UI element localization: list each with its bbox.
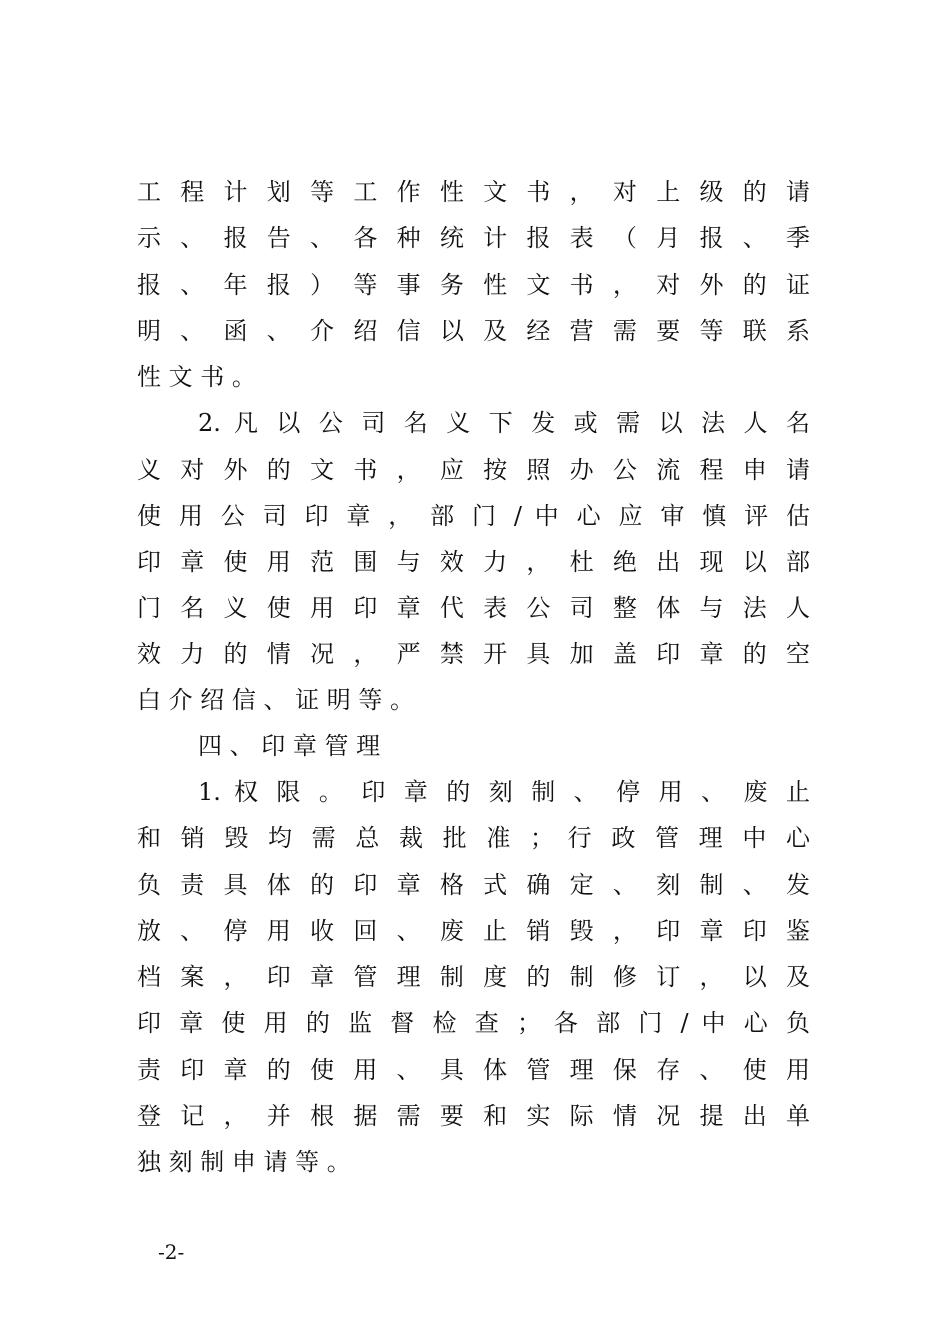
paragraph-3-line-4: 放 、 停 用 收 回 、 废 止 销 毁 ， 印 章 印 鉴 bbox=[137, 917, 810, 945]
paragraph-3-line-7: 责 印 章 的 使 用 、 具 体 管 理 保 存 、 使 用 bbox=[137, 1056, 810, 1084]
paragraph-2-line-7: 白 介 绍 信 、 证 明 等 。 bbox=[137, 686, 415, 714]
paragraph-3-line-6: 印 章 使 用 的 监 督 检 查 ； 各 部 门 / 中 心 负 bbox=[137, 1009, 810, 1037]
paragraph-3-line-9: 独 刻 制 申 请 等 。 bbox=[137, 1148, 351, 1176]
paragraph-3-line-1: 1. 权 限 。 印 章 的 刻 制 、 停 用 、 废 止 bbox=[198, 778, 810, 806]
paragraph-2-line-5: 门 名 义 使 用 印 章 代 表 公 司 整 体 与 法 人 bbox=[137, 594, 810, 622]
paragraph-1-line-1: 工 程 计 划 等 工 作 性 文 书 ， 对 上 级 的 请 bbox=[137, 178, 810, 206]
paragraph-3-line-3: 负 责 具 体 的 印 章 格 式 确 定 、 刻 制 、 发 bbox=[137, 871, 810, 899]
paragraph-1-line-4: 明 、 函 、 介 绍 信 以 及 经 营 需 要 等 联 系 bbox=[137, 317, 810, 345]
paragraph-3-line-8: 登 记 ， 并 根 据 需 要 和 实 际 情 况 提 出 单 bbox=[137, 1102, 810, 1130]
paragraph-1-line-2: 示 、 报 告 、 各 种 统 计 报 表 （ 月 报 、 季 bbox=[137, 224, 810, 252]
paragraph-1-line-3: 报 、 年 报 ） 等 事 务 性 文 书 ， 对 外 的 证 bbox=[137, 271, 810, 299]
paragraph-2-line-3: 使 用 公 司 印 章 ， 部 门 / 中 心 应 审 慎 评 估 bbox=[137, 502, 810, 530]
paragraph-1-line-5: 性 文 书 。 bbox=[137, 363, 256, 391]
section-heading: 四 、 印 章 管 理 bbox=[198, 732, 381, 760]
paragraph-2-line-1: 2. 凡 以 公 司 名 义 下 发 或 需 以 法 人 名 bbox=[198, 409, 810, 437]
paragraph-2-line-2: 义 对 外 的 文 书 ， 应 按 照 办 公 流 程 申 请 bbox=[137, 456, 810, 484]
paragraph-3-line-2: 和 销 毁 均 需 总 裁 批 准 ； 行 政 管 理 中 心 bbox=[137, 824, 810, 852]
page-number: -2- bbox=[158, 1240, 185, 1264]
paragraph-2-line-4: 印 章 使 用 范 围 与 效 力 ， 杜 绝 出 现 以 部 bbox=[137, 548, 810, 576]
paragraph-3-line-5: 档 案 ， 印 章 管 理 制 度 的 制 修 订 ， 以 及 bbox=[137, 963, 810, 991]
paragraph-2-line-6: 效 力 的 情 况 ， 严 禁 开 具 加 盖 印 章 的 空 bbox=[137, 640, 810, 668]
